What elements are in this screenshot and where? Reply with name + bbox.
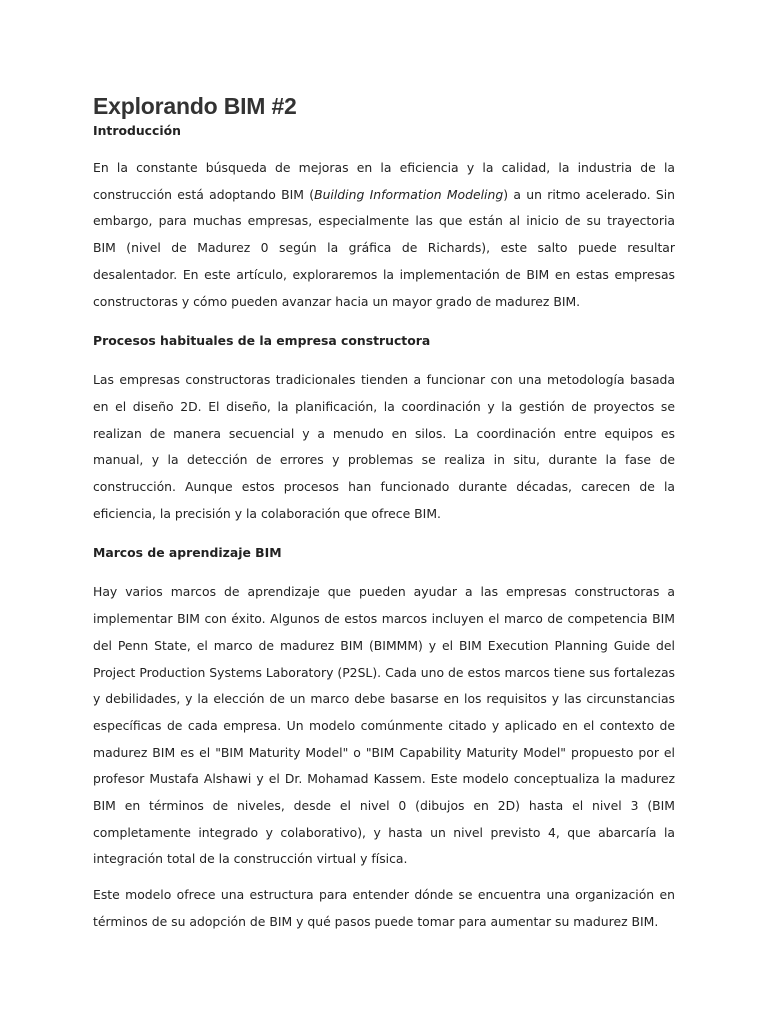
- document-title: Explorando BIM #2: [93, 93, 297, 119]
- modelo-paragraph: Este modelo ofrece una estructura para entender dónde se encuentra una organización en términos de su adopción de BIM y qué pasos puede tomar para aumentar su madurez BIM.: [93, 887, 675, 929]
- intro-text-start: En la constante búsqueda de mejoras en la eficiencia y la calidad, la industria de la construcción está adoptando BIM (: [93, 160, 675, 202]
- procesos-paragraph: Las empresas constructoras tradicionales tienden a funcionar con una metodología basada en el diseño 2D. El diseño, la planificación, la coordinación y la gestión de proyectos se realizan de manera secuencial y a menudo en silos. La coordinación entre equipos es manual, y la detección de errores y problemas se realiza in situ, durante la fase de construcción. Aunque estos procesos han funcionado durante décadas, carecen de la eficiencia, la precisión y la colaboración que ofrece BIM.: [93, 372, 675, 521]
- intro-italic-term: Building Information Modeling: [314, 186, 504, 202]
- section-heading-procesos: Procesos habituales de la empresa constructora: [93, 333, 431, 349]
- intro-text-end: ) a un ritmo acelerado. Sin embargo, para muchas empresas, especialmente las que están al inicio de su trayectoria BIM (nivel de Madurez 0 según la gráfica de Richards), este salto puede resultar desalentador. En este artículo, exploraremos la implementación de BIM en estas empresas constructoras y cómo pueden avanzar hacia un mayor grado de madurez BIM.: [93, 186, 675, 309]
- document-page: [93, 91, 675, 936]
- marcos-paragraph: Hay varios marcos de aprendizaje que pueden ayudar a las empresas constructoras a implementar BIM con éxito. Algunos de estos marcos incluyen el marco de competencia BIM del Penn State, el marco de madurez BIM (BIMMM) y el BIM Execution Planning Guide del Project Production Systems Laboratory (P2SL). Cada uno de estos marcos tiene sus fortalezas y debilidades, y la elección de un marco debe basarse en los requisitos y las circunstancias específicas de cada empresa. Un modelo comúnmente citado y aplicado en el contexto de madurez BIM es el "BIM Maturity Model" o "BIM Capability Maturity Model" propuesto por el profesor Mustafa Alshawi y el Dr. Mohamad Kassem. Este modelo conceptualiza la madurez BIM en términos de niveles, desde el nivel 0 (dibujos en 2D) hasta el nivel 3 (BIM completamente integrado y colaborativo), y hasta un nivel previsto 4, que abarcaría la integración total de la construcción virtual y física.: [93, 584, 675, 867]
- section-heading-marcos: Marcos de aprendizaje BIM: [93, 545, 282, 561]
- intro-heading: Introducción: [93, 123, 181, 138]
- intro-paragraph: [93, 155, 675, 315]
